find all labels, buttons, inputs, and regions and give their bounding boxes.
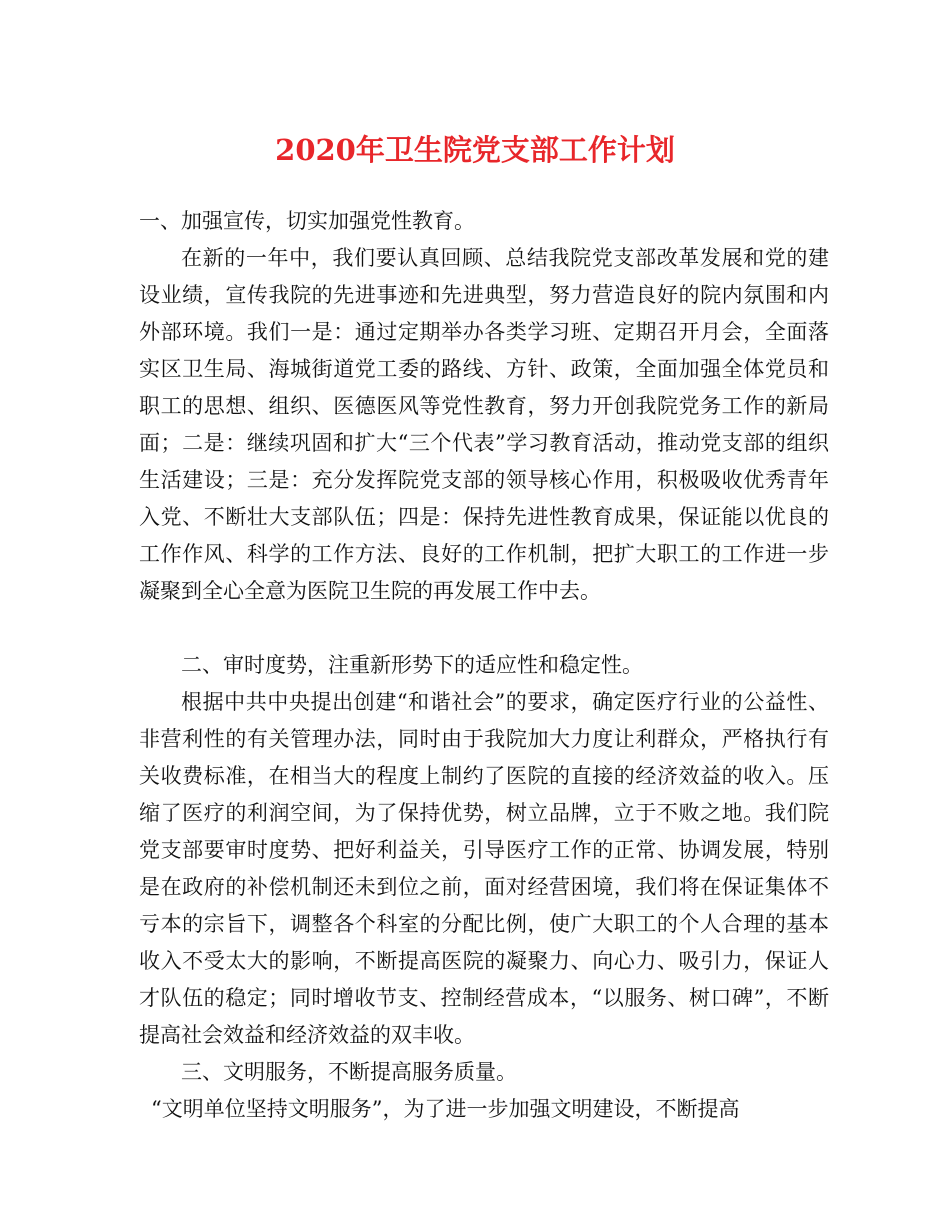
document-title: 2020年卫生院党支部工作计划 [275, 133, 675, 167]
section-heading-2: 二、审时度势，注重新形势下的适应性和稳定性。 [181, 653, 643, 677]
document-body [139, 203, 829, 1128]
paragraph-1: 在新的一年中，我们要认真回顾、总结我院党支部改革发展和党的建设业绩，宣传我院的先进事迹和先进典型，努力营造良好的院内氛围和内外部环境。我们一是：通过定期举办各类学习班、定期召开月会，全面落实区卫生局、海城街道党工委的路线、方针、政策，全面加强全体党员和职工的思想、组织、医德医风等党性教育，努力开创我院党务工作的新局面；二是：继续巩固和扩大“三个代表”学习教育活动，推动党支部的组织生活建设；三是：充分发挥院党支部的领导核心作用，积极吸收优秀青年入党、不断壮大支部队伍；四是：保持先进性教育成果，保证能以优良的工作作风、科学的工作方法、良好的工作机制，把扩大职工的工作进一步凝聚到全心全意为医院卫生院的再发展工作中去。 [139, 246, 829, 603]
paragraph-2: 根据中共中央提出创建“和谐社会”的要求，确定医疗行业的公益性、非营利性的有关管理办法，同时由于我院加大力度让利群众，严格执行有关收费标准，在相当大的程度上制约了医院的直接的经济效益的收入。压缩了医疗的利润空间，为了保持优势，树立品牌，立于不败之地。我们院党支部要审时度势、把好利益关，引导医疗工作的正常、协调发展，特别是在政府的补偿机制还未到位之前，面对经营困境，我们将在保证集体不亏本的宗旨下，调整各个科室的分配比例，使广大职工的个人合理的基本收入不受太大的影响，不断提高医院的凝聚力、向心力、吸引力，保证人才队伍的稳定；同时增收节支、控制经营成本，“以服务、树口碑”，不断提高社会效益和经济效益的双丰收。 [139, 690, 829, 1047]
section-heading-3: 三、文明服务，不断提高服务质量。 [181, 1060, 517, 1084]
section-heading-1: 一、加强宣传，切实加强党性教育。 [139, 209, 475, 233]
paragraph-gap [139, 610, 829, 647]
paragraph-3: “文明单位坚持文明服务”，为了进一步加强文明建设，不断提高 [151, 1097, 740, 1121]
